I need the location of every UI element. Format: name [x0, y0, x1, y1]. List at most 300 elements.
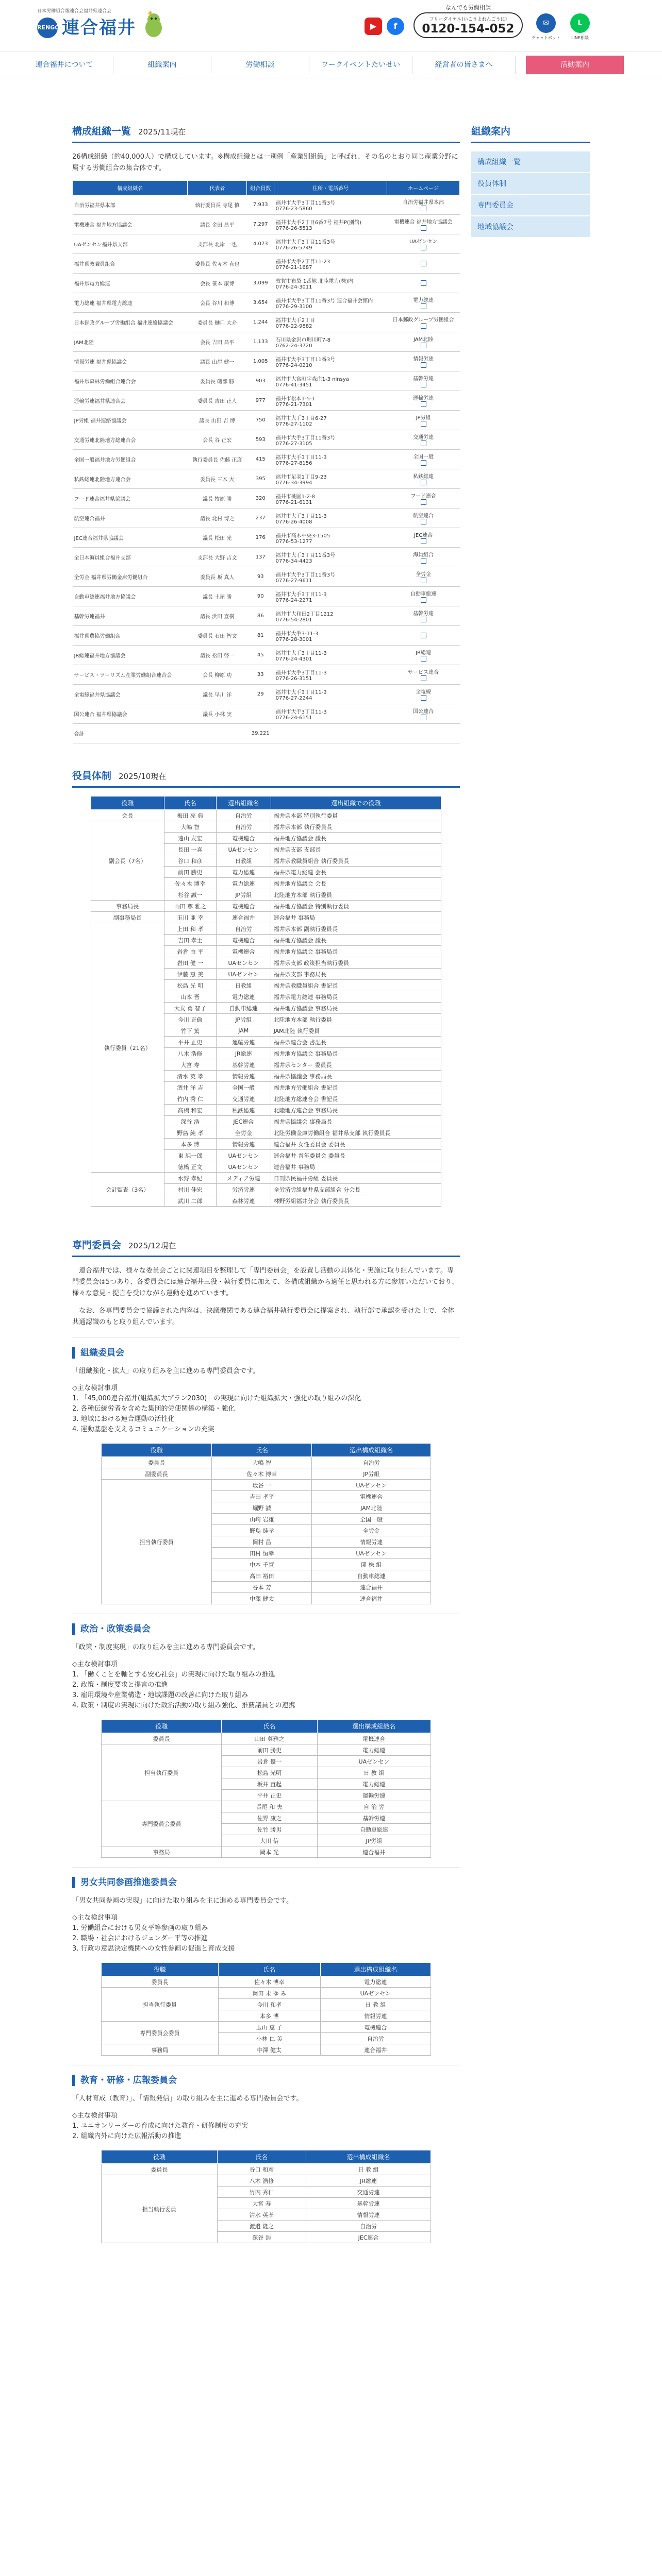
org-table-row — [73, 411, 460, 430]
committee-name-cell: 岡本 光 — [222, 1846, 317, 1858]
officer-position-cell: 福井地方労働組合 書記長 — [271, 1082, 441, 1093]
org-address-cell — [274, 274, 387, 293]
officer-org-cell: 電機連合 — [216, 946, 271, 957]
org-homepage-cell — [387, 313, 460, 332]
officer-position-cell: 連合福井 女性委員会 委員長 — [271, 1139, 441, 1150]
officers-table-header: 役職 — [91, 796, 164, 810]
committee-name-cell: 谷口 和彦 — [217, 2164, 306, 2175]
org-table-row — [73, 665, 460, 685]
committee-item: 2. 職場・社会におけるジェンダー平等の推進 — [72, 1935, 208, 1942]
org-homepage-link[interactable]: サービス連合 — [408, 670, 439, 676]
org-member-count-cell: 1,005 — [247, 352, 274, 371]
committee-name-cell: 谷本 芳 — [212, 1582, 312, 1593]
org-address-cell — [274, 332, 387, 352]
officer-org-cell: 電力総連 — [216, 867, 271, 878]
org-address: 福井市大手3丁目11番3号 — [275, 552, 336, 558]
org-homepage-link[interactable]: 情報労連 — [413, 357, 434, 363]
officer-row — [91, 821, 441, 833]
external-link-icon[interactable] — [421, 225, 426, 231]
officer-name-cell: 谷口 和彦 — [164, 855, 216, 867]
officer-position-cell: 福井地方協議会 事務局長 — [271, 946, 441, 957]
org-tel: 0776-27-2244 — [275, 695, 312, 701]
committee-table-header: 選出構成組織名 — [306, 2150, 431, 2164]
main-content — [72, 124, 460, 2243]
officer-position-cell: 福井地方協議会 議長 — [271, 833, 441, 844]
committee-item: 3. 雇用環境や産業構造・地域課題の改善に向けた取り組み — [72, 1691, 249, 1699]
org-member-count-cell: 750 — [247, 411, 274, 430]
external-link-icon[interactable] — [421, 519, 426, 524]
officer-org-cell: 電機連合 — [216, 901, 271, 912]
org-table-row — [73, 606, 460, 626]
officer-position-cell: 福井地方協議会 特別執行委員 — [271, 901, 441, 912]
org-name-cell: 国公連合 福井県協議会 — [73, 704, 188, 724]
committee-row — [102, 2022, 431, 2033]
org-rep-cell: 支部長 北岸 一也 — [188, 234, 247, 254]
nav-about[interactable]: 連合福井について — [15, 56, 113, 74]
org-name-cell: 電力総連 福井県電力総連 — [73, 293, 188, 313]
committee-name-cell: 佐野 康之 — [222, 1812, 317, 1824]
committee-org-cell: 電力総連 — [320, 1976, 431, 1988]
rengo-logo[interactable]: RENGO — [37, 18, 58, 38]
org-table-row — [73, 469, 460, 489]
org-tel: 0776-27-9611 — [275, 578, 312, 584]
committees-section — [72, 1238, 460, 2243]
officer-org-cell: UAゼンセン — [216, 1150, 271, 1161]
committee-items-label: ◇主な検討事項 — [72, 1384, 118, 1392]
committee-org-cell: JP労組 — [312, 1468, 431, 1480]
org-name-cell: JAM北陸 — [73, 332, 188, 352]
officer-org-cell: 労済労連 — [216, 1184, 271, 1195]
officer-org-cell: 基幹労連 — [216, 1059, 271, 1071]
committee-name-cell: 田村 恒幸 — [212, 1548, 312, 1559]
nav-activities[interactable]: 活動案内 — [526, 56, 624, 74]
org-name-cell: 自動車総連福井地方協議会 — [73, 587, 188, 606]
org-table-row — [73, 685, 460, 704]
org-address-cell — [274, 254, 387, 274]
org-homepage-cell — [387, 685, 460, 704]
org-tel: 0776-23-5860 — [275, 206, 312, 212]
org-tel: 0776-26-5513 — [275, 225, 312, 231]
committee-row — [102, 1744, 431, 1756]
org-table-row — [73, 626, 460, 646]
org-homepage-link[interactable]: 航空連合 — [413, 513, 434, 519]
external-link-icon[interactable] — [421, 499, 426, 505]
org-name-cell: 自治労福井県本部 — [73, 195, 188, 215]
org-rep-cell: 執行委員長 寺尾 慎 — [188, 195, 247, 215]
external-link-icon[interactable] — [421, 558, 426, 564]
committee-name-cell: 小林 仁 美 — [218, 2033, 320, 2044]
org-address: 福井市大手3丁目11番3号 — [275, 200, 336, 206]
committee-name-cell: 松島 光明 — [222, 1767, 317, 1778]
org-homepage-link[interactable]: 海員組合 — [413, 552, 434, 558]
org-tel: 0776-41-3451 — [275, 382, 312, 388]
committee-table-header: 選出構成組織名 — [320, 1963, 431, 1976]
org-table-row — [73, 489, 460, 509]
officer-role-cell: 副事務局長 — [91, 912, 164, 923]
officer-position-cell: 北陸地方本部 執行委員 — [271, 1014, 441, 1025]
external-link-icon[interactable] — [421, 206, 426, 211]
committee-row — [102, 1801, 431, 1812]
org-address-cell — [274, 665, 387, 685]
committee-table-header: 選出構成組織名 — [317, 1720, 431, 1733]
committee-name-cell: 平井 正史 — [222, 1790, 317, 1801]
org-total-label: 合計 — [73, 724, 188, 743]
org-homepage-cell — [387, 215, 460, 234]
committee-org-cell: UAゼンセン — [312, 1480, 431, 1491]
officer-position-cell: 連合福井 事務局 — [271, 912, 441, 923]
committee-name-cell: 坂谷 一 — [212, 1480, 312, 1491]
nav-organization[interactable]: 組織案内 — [113, 56, 211, 74]
org-address: 福井市足羽1丁目9-23 — [275, 474, 327, 480]
committee-org-cell: UAゼンセン — [320, 1988, 431, 1999]
org-subtitle: 日本労働組合総連合会福井県連合会 — [37, 9, 112, 14]
org-member-count-cell: 33 — [247, 665, 274, 685]
org-member-count-cell: 395 — [247, 469, 274, 489]
committee-org-cell: 電機連合 — [317, 1733, 431, 1744]
org-table-row — [73, 528, 460, 548]
officer-org-cell: 自治労 — [216, 810, 271, 821]
officer-position-cell: 福井県電力総連 会長 — [271, 867, 441, 878]
org-homepage-link[interactable]: JR総連 — [416, 650, 432, 656]
external-link-icon[interactable] — [421, 538, 426, 544]
org-address: 敦賀市布袋 1番地 北陸電力(株)内 — [275, 278, 354, 284]
org-name-cell: 電機連合 福井地方協議会 — [73, 215, 188, 234]
external-link-icon[interactable] — [421, 715, 426, 720]
officer-name-cell: 本多 博 — [164, 1139, 216, 1150]
committee-org-cell: 自治労 — [312, 1457, 431, 1468]
officer-position-cell: 北陸地方本部 執行委員 — [271, 889, 441, 901]
mascot-icon — [138, 9, 169, 40]
officer-name-cell: 酒井 洋 吉 — [164, 1082, 216, 1093]
external-link-icon[interactable] — [421, 303, 426, 309]
committee-role-cell: 専門委員会委員 — [102, 1801, 222, 1846]
org-table-row — [73, 567, 460, 587]
committee-row — [102, 1846, 431, 1858]
committee-table — [101, 1719, 431, 1858]
committee-row — [102, 1468, 431, 1480]
org-homepage-link[interactable]: 国公連合 — [413, 709, 434, 715]
org-homepage-link[interactable]: 全電線 — [416, 689, 432, 696]
org-homepage-link[interactable]: 全国一般 — [413, 454, 434, 461]
org-member-count-cell: 1,244 — [247, 313, 274, 332]
org-homepage-link[interactable]: 日本郵政グループ労働組合 — [392, 317, 454, 324]
officer-position-cell: JAM北陸 執行委員 — [271, 1025, 441, 1037]
org-homepage-link[interactable]: 基幹労連 — [413, 611, 434, 617]
org-homepage-link[interactable]: JEC連合 — [413, 533, 433, 539]
org-address: 福井市大手3-11-3 — [275, 631, 319, 637]
org-homepage-cell — [387, 430, 460, 450]
org-total-spacer — [387, 724, 460, 743]
officer-position-cell: 福井県協議会 事務局長 — [271, 1116, 441, 1127]
external-link-icon[interactable] — [421, 633, 426, 638]
officer-name-cell: 杉谷 誠一 — [164, 889, 216, 901]
external-link-icon[interactable] — [421, 382, 426, 387]
org-homepage-cell — [387, 606, 460, 626]
officer-org-cell: JAM — [216, 1025, 271, 1037]
officer-position-cell: 福井地方協議会 事務局長 — [271, 1003, 441, 1014]
org-table-row — [73, 313, 460, 332]
site-logo-text[interactable]: 連合福井 — [62, 18, 136, 38]
officer-name-cell: 平井 正史 — [164, 1037, 216, 1048]
org-member-count-cell: 593 — [247, 430, 274, 450]
org-table — [72, 180, 460, 743]
facebook-icon[interactable]: f — [387, 18, 404, 35]
org-tel: 0776-26-4008 — [275, 519, 312, 525]
org-list-date: 2025/11現在 — [138, 127, 186, 137]
committee-table — [101, 2150, 431, 2243]
officer-name-cell: 佐々木 博幸 — [164, 878, 216, 889]
officer-row — [91, 1173, 441, 1184]
external-link-icon[interactable] — [421, 323, 426, 329]
org-total-spacer — [274, 724, 387, 743]
officer-org-cell: 交通労連 — [216, 1093, 271, 1105]
committee-org-cell: 電機連合 — [320, 2022, 431, 2033]
officer-name-cell: 八木 浩修 — [164, 1048, 216, 1059]
org-homepage-cell — [387, 567, 460, 587]
committee-org-cell: 自治労 — [306, 2221, 431, 2232]
org-homepage-link[interactable]: 電力総連 — [413, 298, 434, 304]
org-address: 福井市大手3丁目11-3 — [275, 454, 327, 461]
committee-title: 男女共同参画推進委員会 — [72, 1877, 460, 1888]
org-homepage-cell — [387, 646, 460, 665]
org-homepage-link[interactable]: 自動車総連 — [410, 591, 437, 598]
org-address: 福井市大手3丁目11番3号 — [275, 357, 336, 363]
org-table-row — [73, 430, 460, 450]
officer-position-cell: 福井地方協議会 議長 — [271, 935, 441, 946]
external-link-icon[interactable] — [421, 675, 426, 681]
org-address: 福井市大手3丁目11-3 — [275, 670, 327, 676]
external-link-icon[interactable] — [421, 480, 426, 485]
officer-role-cell: 会計監査（3名） — [91, 1173, 164, 1207]
org-table-row — [73, 332, 460, 352]
nav-consultation[interactable]: 労働相談 — [211, 56, 309, 74]
org-tel: 0776-27-1102 — [275, 421, 312, 427]
tel-button[interactable] — [413, 12, 523, 38]
committee-org-cell: 基幹労連 — [306, 2198, 431, 2209]
chatbot-button[interactable] — [530, 13, 562, 41]
youtube-icon[interactable]: ▶ — [365, 18, 382, 35]
org-name-cell: 福井県教職員組合 — [73, 254, 188, 274]
org-name-cell: サービス・ツーリズム産業労働組合連合会 — [73, 665, 188, 685]
officer-position-cell: 福井地方協議会 事務局長 — [271, 1048, 441, 1059]
external-link-icon[interactable] — [421, 656, 426, 662]
org-table-row — [73, 548, 460, 567]
org-tel: 0776-24-3011 — [275, 284, 312, 290]
committee-name-cell: 中澤 健太 — [212, 1593, 312, 1604]
org-table-row — [73, 195, 460, 215]
org-address-cell — [274, 352, 387, 371]
org-rep-cell: 議長 山岸 健一 — [188, 352, 247, 371]
line-button[interactable] — [564, 13, 596, 41]
committee-name-cell: 佐々木 博幸 — [218, 1976, 320, 1988]
committee-name-cell: 本多 博 — [218, 2010, 320, 2022]
sidebar-item-officers[interactable]: 役員体制 — [471, 173, 590, 195]
org-name-cell: 福井県森林労働組合連合会 — [73, 371, 188, 391]
org-rep-cell: 議長 松田 光 — [188, 528, 247, 548]
org-address-cell — [274, 430, 387, 450]
org-table-row — [73, 215, 460, 234]
org-tel: 0776-22-9882 — [275, 323, 312, 329]
org-address: 福井市大手3丁目11-3 — [275, 650, 327, 656]
committee-item: 4. 政策・制度の実現に向けた政治活動の取り組み強化、推薦議員との連携 — [72, 1702, 295, 1709]
external-link-icon[interactable] — [421, 597, 426, 603]
officers-title: 役員体制 2025/10現在 — [72, 768, 460, 788]
officer-position-cell: 福井県本部 特別執行委員 — [271, 810, 441, 821]
org-address-cell — [274, 528, 387, 548]
officer-org-cell: 私鉄総連 — [216, 1105, 271, 1116]
officer-name-cell: 徳橋 正文 — [164, 1161, 216, 1173]
org-homepage-link[interactable]: 全労金 — [416, 572, 432, 578]
external-link-icon[interactable] — [421, 280, 426, 286]
org-tel: 0776-26-5749 — [275, 245, 312, 251]
committee-role-cell: 担当執行委員 — [102, 2175, 218, 2243]
org-tel: 0776-34-4423 — [275, 558, 312, 564]
nav-work-event[interactable]: ワークイベントたいせい — [309, 56, 412, 74]
org-member-count-cell: 45 — [247, 646, 274, 665]
org-homepage-link[interactable]: 自治労福井県本部 — [403, 200, 444, 206]
external-link-icon[interactable] — [421, 695, 426, 701]
external-link-icon[interactable] — [421, 245, 426, 250]
external-link-icon[interactable] — [421, 401, 426, 407]
org-homepage-link[interactable]: 電機連合 福井地方協議会 — [394, 219, 453, 226]
org-table-row — [73, 293, 460, 313]
org-homepage-link[interactable]: 基幹労連 — [413, 376, 434, 382]
org-address: 福井市大手3丁目11-3 — [275, 513, 327, 519]
committees-intro: 連合福井では、様々な委員会ごとに関連項目を整理して「専門委員会」を設置し活動の具体化・実施に取り組んでいます。専門委員会は5つあり、各委員会には連合福井三役・執行委員に加えて、各構成組織から適任と思われる方に参加いただいており、様々な意見・提言を受けながら運動を進めています。 — [72, 1267, 459, 1297]
officer-position-cell: 林野労組福井分会 執行委員長 — [271, 1195, 441, 1207]
org-name-cell: 航空連合福井 — [73, 509, 188, 528]
officer-name-cell: 竹下 篤 — [164, 1025, 216, 1037]
officer-org-cell: UAゼンセン — [216, 957, 271, 969]
org-homepage-link[interactable]: 交通労連 — [413, 435, 434, 441]
officer-name-cell: 吉田 孝士 — [164, 935, 216, 946]
committee-role-cell: 委員長 — [102, 2164, 218, 2175]
external-link-icon[interactable] — [421, 440, 426, 446]
external-link-icon[interactable] — [421, 460, 426, 466]
committee-org-cell: JAM北陸 — [312, 1502, 431, 1514]
committee-org-cell: 連合福井 — [320, 2044, 431, 2056]
committee-org-cell: 自治労 — [320, 2033, 431, 2044]
external-link-icon[interactable] — [421, 421, 426, 427]
committee-table-header: 氏名 — [217, 2150, 306, 2164]
line-icon: L — [570, 13, 590, 33]
org-member-count-cell: 237 — [247, 509, 274, 528]
org-tel: 0776-27-8156 — [275, 460, 312, 466]
org-address: 福井市大和田2丁目1212 — [275, 611, 334, 617]
org-rep-cell: 議長 山田 吉 博 — [188, 411, 247, 430]
committee-name-cell: 岡田 未 ゆ み — [218, 1988, 320, 1999]
committee-description: 「政策・制度実現」の取り組みを主に進める専門委員会です。 — [72, 1643, 259, 1651]
sidebar-item-regions[interactable]: 地域協議会 — [471, 216, 590, 238]
org-total-spacer — [188, 724, 247, 743]
org-homepage-link[interactable]: JAM北陸 — [413, 337, 434, 343]
sidebar-item-committees[interactable]: 専門委員会 — [471, 195, 590, 216]
org-member-count-cell — [247, 254, 274, 274]
committee-block — [72, 1614, 460, 1858]
committee-org-cell: 運輸労連 — [317, 1790, 431, 1801]
org-member-count-cell: 1,133 — [247, 332, 274, 352]
org-homepage-link[interactable]: 運輸労連 — [413, 396, 434, 402]
committee-name-cell: 前田 勝史 — [222, 1744, 317, 1756]
org-address: 福井市高木中央3-1505 — [275, 533, 330, 539]
org-rep-cell: 議長 金田 昌平 — [188, 215, 247, 234]
officer-org-cell: JP労組 — [216, 1014, 271, 1025]
org-homepage-cell — [387, 332, 460, 352]
officer-name-cell: 玉川 亜 幸 — [164, 912, 216, 923]
sidebar-item-org-list[interactable]: 構成組織一覧 — [471, 151, 590, 173]
nav-employers[interactable]: 経営者の皆さまへ — [412, 56, 516, 74]
org-name-cell: 運輸労連福井県連合会 — [73, 391, 188, 411]
officer-org-cell: 日教組 — [216, 980, 271, 991]
officer-name-cell: 岩倉 由 平 — [164, 946, 216, 957]
org-rep-cell: 委員長 石田 智文 — [188, 626, 247, 646]
org-homepage-cell — [387, 254, 460, 274]
external-link-icon[interactable] — [421, 343, 426, 348]
org-address-cell — [274, 646, 387, 665]
external-link-icon[interactable] — [421, 261, 426, 266]
committee-name-cell: 佐々木 博幸 — [212, 1468, 312, 1480]
org-address-cell — [274, 606, 387, 626]
org-homepage-cell — [387, 469, 460, 489]
committees-intro2: なお、各専門委員会で協議された内容は、決議機関である連合福井執行委員会に提案され、執行部で承認を受けた上で、全体共通認識のもと取り組んでいます。 — [72, 1307, 455, 1326]
org-name-cell: 全労金 福井県労働金庫労働組合 — [73, 567, 188, 587]
external-link-icon[interactable] — [421, 617, 426, 622]
org-homepage-link[interactable]: フード連合 — [410, 494, 436, 500]
org-address: 福井市大手2丁目 — [275, 317, 316, 324]
org-name-cell: JP労組 福井連絡協議会 — [73, 411, 188, 430]
org-address-cell — [274, 469, 387, 489]
org-rep-cell: 会長 吉田 昌平 — [188, 332, 247, 352]
org-homepage-cell — [387, 411, 460, 430]
officer-name-cell: 長田 一喜 — [164, 844, 216, 855]
committee-name-cell: 玉山 恵 子 — [218, 2022, 320, 2033]
org-address-cell — [274, 567, 387, 587]
officer-position-cell: 連合福井 事務局 — [271, 1161, 441, 1173]
org-rep-cell: 議長 北村 博之 — [188, 509, 247, 528]
officers-table-header: 選出組織名 — [216, 796, 271, 810]
external-link-icon[interactable] — [421, 362, 426, 368]
org-table-row — [73, 391, 460, 411]
org-homepage-link[interactable]: UAゼンセン — [409, 239, 438, 245]
committee-table-header: 氏名 — [212, 1444, 312, 1457]
committee-item: 2. 組織内外に向けた広報活動の推進 — [72, 2132, 181, 2140]
org-rep-cell: 委員長 樋口 大介 — [188, 313, 247, 332]
external-link-icon[interactable] — [421, 578, 426, 583]
committee-row — [102, 2175, 431, 2187]
officer-position-cell: 福井県本部 執行委員長 — [271, 821, 441, 833]
org-rep-cell: 委員長 佐々木 直也 — [188, 254, 247, 274]
org-address: 福井市松本1-5-1 — [275, 396, 315, 402]
committee-item: 1. ユニオンリーダーの育成に向けた教育・研修制度の充実 — [72, 2122, 249, 2130]
org-tel: 0776-54-2801 — [275, 617, 312, 623]
org-tel: 0776-29-3100 — [275, 303, 312, 310]
org-name-cell: 福井県農協労働組合 — [73, 626, 188, 646]
org-name-cell: JEC連合福井県協議会 — [73, 528, 188, 548]
org-homepage-link[interactable]: 私鉄総連 — [413, 474, 434, 480]
officer-position-cell: 連合福井 青年委員会 委員長 — [271, 1150, 441, 1161]
org-homepage-link[interactable]: JP労組 — [416, 415, 431, 421]
committee-role-cell: 専門委員会委員 — [102, 2022, 219, 2044]
committee-name-cell: 今川 和孝 — [218, 1999, 320, 2010]
officer-row — [91, 912, 441, 923]
officer-position-cell: 福井県協議会 事務局長 — [271, 1071, 441, 1082]
officer-org-cell: 森林労連 — [216, 1195, 271, 1207]
committee-items-label: ◇主な検討事項 — [72, 1660, 118, 1668]
org-tel: 0776-34-3994 — [275, 480, 312, 486]
officer-position-cell: 福井県センター 委員長 — [271, 1059, 441, 1071]
officer-position-cell: 福井県支部 支部長 — [271, 844, 441, 855]
org-name-cell: 全国一般福井地方労働組合 — [73, 450, 188, 469]
